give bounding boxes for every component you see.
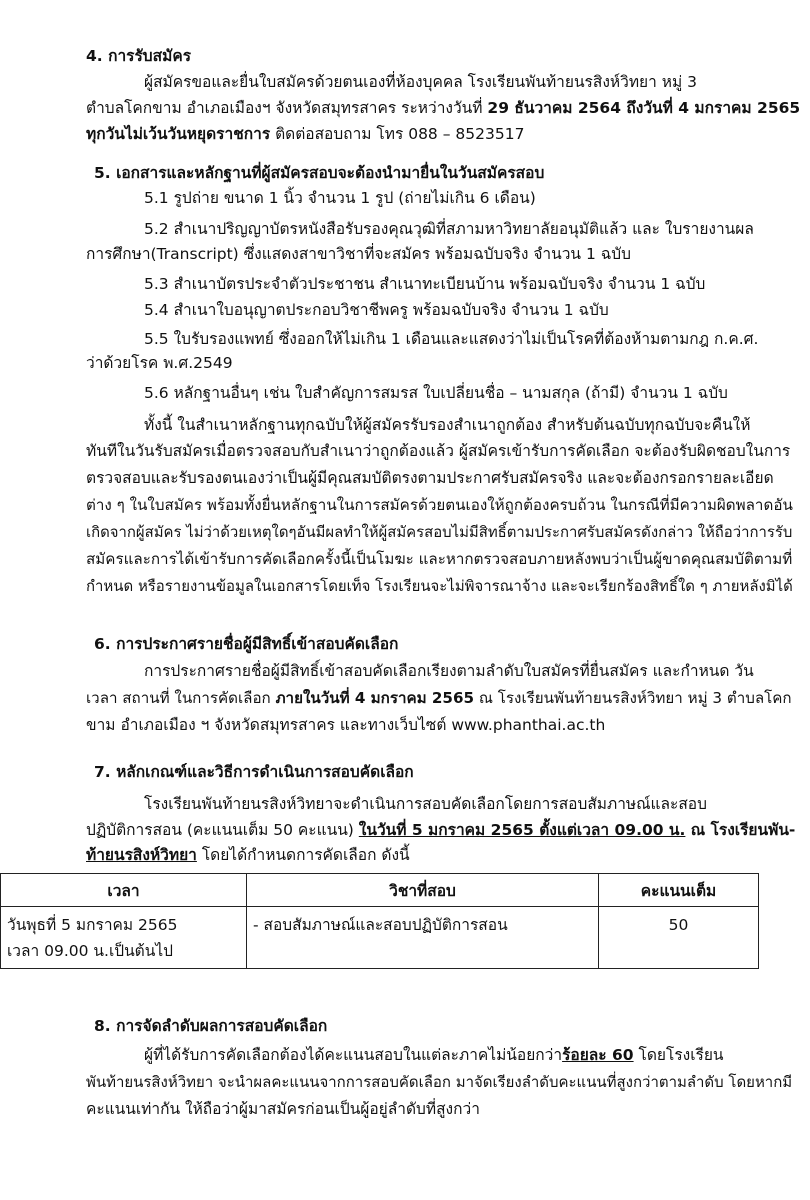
s8-line-1-text: ผู้ที่ได้รับการคัดเลือกต้องได้คะแนนสอบในแต่ละภาคไม่น้อยกว่า: [144, 1046, 563, 1064]
s8-line-1-end: โดยโรงเรียน: [633, 1046, 724, 1064]
s5-para-line-1: ทั้งนี้ ในสำเนาหลักฐานทุกฉบับให้ผู้สมัครรับรองสำเนาถูกต้อง สำหรับต้นฉบับทุกฉบับจะคืนให้: [144, 416, 751, 434]
s4-contact: ติดต่อสอบถาม โทร 088 – 8523517: [270, 125, 525, 143]
s4-line-1: ผู้สมัครขอและยื่นใบสมัครด้วยตนเองที่ห้องบุคคล โรงเรียนพันท้ายนรสิงห์วิทยา หมู่ 3: [144, 73, 697, 91]
s8-line-1: [144, 1043, 724, 1067]
s7-line-3: [86, 843, 410, 867]
s5-item-4: 5.4 สำเนาใบอนุญาตประกอบวิชาชีพครู พร้อมฉบับจริง จำนวน 1 ฉบับ: [144, 301, 609, 319]
s7-school-name: ท้ายนรสิงห์วิทยา: [86, 846, 197, 864]
s6-line-1: การประกาศรายชื่อผู้มีสิทธิ์เข้าสอบคัดเลือกเรียงตามลำดับใบสมัครที่ยื่นสมัคร และกำหนด วัน: [144, 662, 754, 680]
cell-time-line-1: วันพุธที่ 5 มกราคม 2565: [7, 916, 178, 934]
s5-para-line-6: สมัครและการได้เข้ารับการคัดเลือกครั้งนี้เป็นโมฆะ และหากตรวจสอบภายหลังพบว่าเป็นผู้ขาดคุณสมบัติตามที่: [86, 550, 793, 568]
s5-item-2a: 5.2 สำเนาปริญญาบัตรหนังสือรับรองคุณวุฒิที่สภามหาวิทยาลัยอนุมัติแล้ว และ ใบรายงานผล: [144, 220, 754, 238]
section-6-heading: 6. การประกาศรายชื่อผู้มีสิทธิ์เข้าสอบคัดเลือก: [94, 635, 399, 653]
s6-line-3: ขาม อำเภอเมือง ฯ จังหวัดสมุทรสาคร และทางเว็บไซต์ www.phanthai.ac.th: [86, 716, 606, 734]
s5-item-6: 5.6 หลักฐานอื่นๆ เช่น ใบสำคัญการสมรส ใบเปลี่ยนชื่อ – นามสกุล (ถ้ามี) จำนวน 1 ฉบับ: [144, 384, 728, 402]
header-full-score: คะแนนเต็ม: [599, 874, 759, 907]
s6-line-2: [86, 686, 792, 710]
s5-para-line-4: ต่าง ๆ ในใบสมัคร พร้อมทั้งยื่นหลักฐานในการสมัครด้วยตนเองให้ถูกต้องครบถ้วน ในกรณีที่มีความผิดพลาดอัน: [86, 496, 793, 514]
s5-para-line-7: กำหนด หรือรายงานข้อมูลในเอกสารโดยเท็จ โรงเรียนจะไม่พิจารณาจ้าง และจะเรียกร้องสิทธิ์ใด ๆ ภายหลังมิได้: [86, 577, 793, 595]
s5-item-5a: 5.5 ใบรับรองแพทย์ ซึ่งออกให้ไม่เกิน 1 เดือนและแสดงว่าไม่เป็นโรคที่ต้องห้ามตามกฎ ก.ค.ศ.: [144, 330, 759, 348]
s6-location: ณ โรงเรียนพันท้ายนรสิงห์วิทยา หมู่ 3 ตำบลโคก: [474, 689, 792, 707]
section-4-heading: 4. การรับสมัคร: [86, 47, 192, 65]
header-subject: วิชาที่สอบ: [247, 874, 599, 907]
s4-line-3: [86, 122, 524, 146]
s7-exam-date: ในวันที่ 5 มกราคม 2565 ตั้งแต่เวลา 09.00 น.: [358, 821, 686, 839]
table-row: [1, 907, 759, 969]
cell-subject: - สอบสัมภาษณ์และสอบปฏิบัติการสอน: [247, 907, 599, 969]
table-header-row: [1, 874, 759, 907]
s5-item-3: 5.3 สำเนาบัตรประจำตัวประชาชน สำเนาทะเบียนบ้าน พร้อมฉบับจริง จำนวน 1 ฉบับ: [144, 275, 706, 293]
s4-line-2-text: ตำบลโคกขาม อำเภอเมืองฯ จังหวัดสมุทรสาคร ระหว่างวันที่: [86, 99, 488, 117]
section-7-heading: 7. หลักเกณฑ์และวิธีการดำเนินการสอบคัดเลือก: [94, 763, 414, 781]
s7-line-2: [86, 818, 795, 842]
s7-line-3-text: โดยได้กำหนดการคัดเลือก ดังนี้: [196, 846, 410, 864]
s6-line-2-text: เวลา สถานที่ ในการคัดเลือก: [86, 689, 276, 707]
s8-line-3: คะแนนเท่ากัน ให้ถือว่าผู้มาสมัครก่อนเป็นผู้อยู่ลำดับที่สูงกว่า: [86, 1100, 480, 1118]
cell-time-line-2: เวลา 09.00 น.เป็นต้นไป: [7, 942, 173, 960]
cell-score: 50: [599, 907, 759, 969]
s8-percent: ร้อยละ 60: [562, 1046, 634, 1064]
s5-item-5b: ว่าด้วยโรค พ.ศ.2549: [86, 354, 233, 372]
s4-date-range: 29 ธันวาคม 2564 ถึงวันที่ 4 มกราคม 2565: [487, 99, 801, 117]
cell-time: [1, 907, 247, 969]
s5-para-line-2: ทันทีในวันรับสมัครเมื่อตรวจสอบกับสำเนาว่าถูกต้องแล้ว ผู้สมัครเข้ารับการคัดเลือก จะต้องรับผิดชอบในการ: [86, 442, 791, 460]
header-time: เวลา: [1, 874, 247, 907]
s5-item-1: 5.1 รูปถ่าย ขนาด 1 นิ้ว จำนวน 1 รูป (ถ่ายไม่เกิน 6 เดือน): [144, 189, 536, 207]
s7-line-1: โรงเรียนพันท้ายนรสิงห์วิทยาจะดำเนินการสอบคัดเลือกโดยการสอบสัมภาษณ์และสอบ: [144, 795, 707, 813]
section-8-heading: 8. การจัดลำดับผลการสอบคัดเลือก: [94, 1017, 328, 1035]
s5-para-line-5: เกิดจากผู้สมัคร ไม่ว่าด้วยเหตุใดๆอันมีผลทำให้ผู้สมัครสอบไม่มีสิทธิ์ตามประกาศรับสมัครดังกล่าว ให้ถือว่าการรับ: [86, 523, 793, 541]
s5-para-line-3: ตรวจสอบและรับรองตนเองว่าเป็นผู้มีคุณสมบัติตรงตามประกาศรับสมัครจริง และจะต้องกรอกรายละเอียด: [86, 469, 774, 487]
s7-line-2-text: ปฏิบัติการสอน (คะแนนเต็ม 50 คะแนน): [86, 821, 359, 839]
s4-line-2: [86, 96, 800, 120]
s4-everyday: ทุกวันไม่เว้นวันหยุดราชการ: [86, 125, 271, 143]
s5-item-2b: การศึกษา(Transcript) ซึ่งแสดงสาขาวิชาที่จะสมัคร พร้อมฉบับจริง จำนวน 1 ฉบับ: [86, 245, 631, 263]
schedule-table: [0, 873, 759, 969]
s8-line-2: พันท้ายนรสิงห์วิทยา จะนำผลคะแนนจากการสอบคัดเลือก มาจัดเรียงลำดับคะแนนที่สูงกว่าตามลำดับ โดยหากมี: [86, 1073, 793, 1091]
s6-date: ภายในวันที่ 4 มกราคม 2565: [275, 689, 475, 707]
s7-venue: ณ โรงเรียนพัน-: [685, 821, 796, 839]
section-5-heading: 5. เอกสารและหลักฐานที่ผู้สมัครสอบจะต้องนำมายื่นในวันสมัครสอบ: [94, 164, 545, 182]
